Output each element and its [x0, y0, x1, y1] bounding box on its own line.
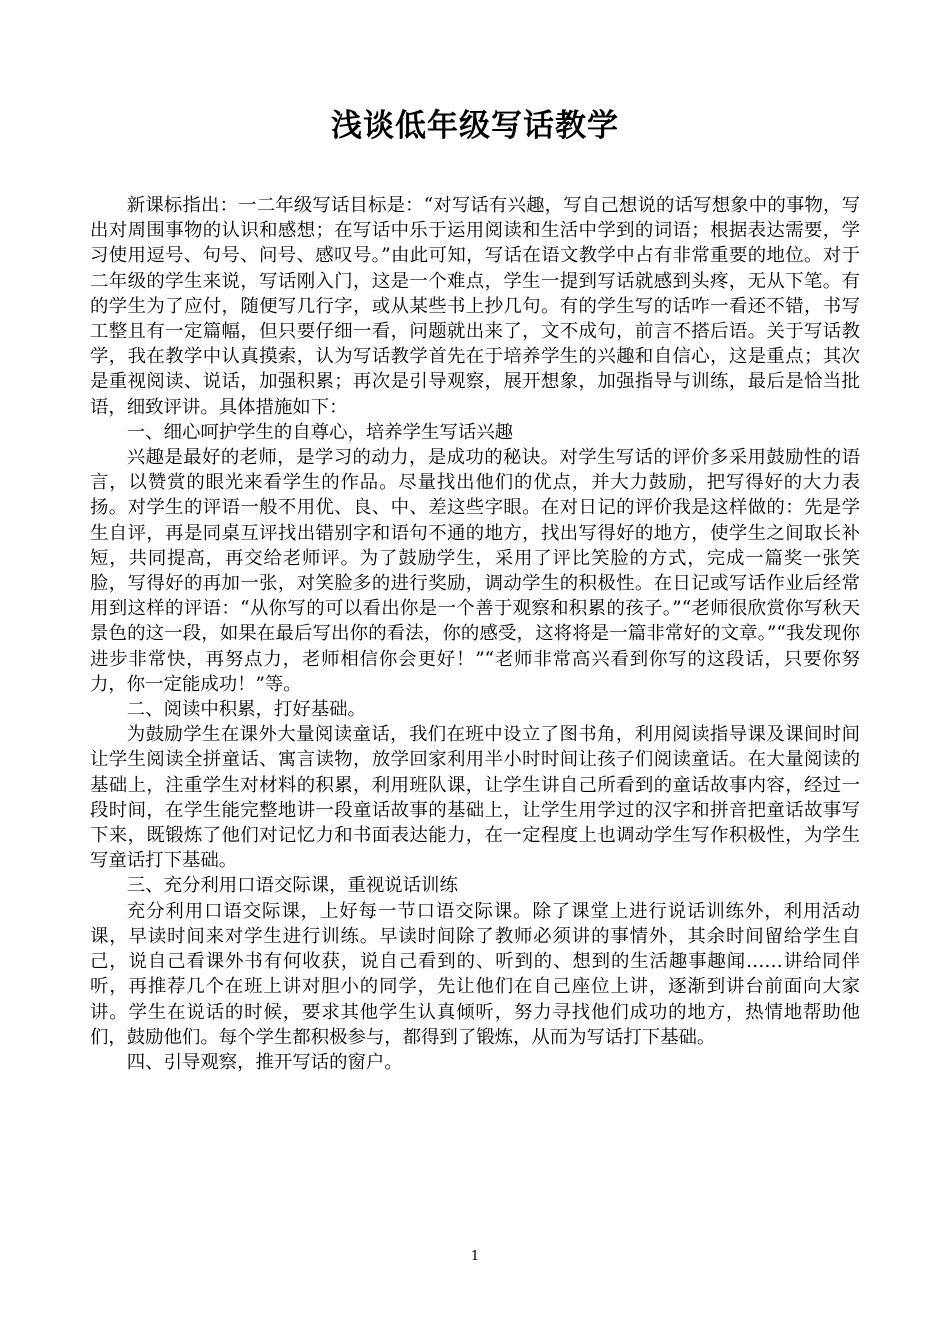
document-title: 浅谈低年级写话教学 [331, 108, 619, 144]
section-heading-4: 四、引导观察，推开写话的窗户。 [126, 1051, 403, 1073]
section-heading-2: 二、阅读中积累，打好基础。 [126, 699, 366, 721]
document-body [90, 193, 860, 1075]
paragraph-section-2: 为鼓励学生在课外大量阅读童话，我们在班中设立了图书角，利用阅读指导课及课间时间让学生阅读全拼童话、寓言读物，放学回家利用半小时时间让孩子们阅读童话。在大量阅读的基础上，注重学生对材料的积累，利用班队课，让学生讲自己所看到的童话故事内容，经过一段时间，在学生能完整地讲一段童话故事的基础上，让学生用学过的汉字和拼音把童话故事写下来，既锻炼了他们对记忆力和书面表达能力，在一定程度上也调动学生写作积极性，为学生写童话打下基础。 [90, 724, 860, 872]
section-heading-1: 一、细心呵护学生的自尊心，培养学生写话兴趣 [126, 421, 514, 443]
paragraph-section-3: 充分利用口语交际课，上好每一节口语交际课。除了课堂上进行说话训练外，利用活动课，早读时间来对学生进行训练。早读时间除了教师必须讲的事情外，其余时间留给学生自己，说自己看课外书有何收获，说自己看到的、听到的、想到的生活趣事趣闻……讲给同伴听，再推荐几个在班上讲对胆小的同学，先让他们在自己座位上讲，逐渐到讲台前面向大家讲。学生在说话的时候，要求其他学生认真倾听，努力寻找他们成功的地方，热情地帮助他们，鼓励他们。每个学生都积极参与，都得到了锻炼，从而为写话打下基础。 [90, 900, 860, 1048]
paragraph-intro: 新课标指出：一二年级写话目标是：“对写话有兴趣，写自己想说的话写想象中的事物，写出对周围事物的认识和感想；在写话中乐于运用阅读和生活中学到的词语；根据表达需要，学习使用逗号、句号、问号、感叹号。”由此可知，写话在语文教学中占有非常重要的地位。对于二年级的学生来说，写话刚入门，这是一个难点，学生一提到写话就感到头疼，无从下笔。有的学生为了应付，随便写几行字，或从某些书上抄几句。有的学生写的话咋一看还不错，书写工整且有一定篇幅，但只要仔细一看，问题就出来了，文不成句，前言不搭后语。关于写话教学，我在教学中认真摸索，认为写话教学首先在于培养学生的兴趣和自信心，这是重点；其次是重视阅读、说话，加强积累；再次是引导观察，展开想象，加强指导与训练，最后是恰当批语，细致评讲。具体措施如下： [90, 195, 860, 418]
section-heading-3: 三、充分利用口语交际课，重视说话训练 [126, 875, 458, 897]
paragraph-section-1: 兴趣是最好的老师，是学习的动力，是成功的秘诀。对学生写话的评价多采用鼓励性的语言，以赞赏的眼光来看学生的作品。尽量找出他们的优点，并大力鼓励，把写得好的大力表扬。对学生的评语一般不用优、良、中、差这些字眼。在对日记的评价我是这样做的：先是学生自评，再是同桌互评找出错别字和语句不通的地方，找出写得好的地方，使学生之间取长补短，共同提高，再交给老师评。为了鼓励学生，采用了评比笑脸的方式，完成一篇奖一张笑脸，写得好的再加一张，对笑脸多的进行奖励，调动学生的积极性。在日记或写话作业后经常用到这样的评语：“从你写的可以看出你是一个善于观察和积累的孩子。”“老师很欣赏你写秋天景色的这一段，如果在最后写出你的看法，你的感受，这将将是一篇非常好的文章。”“我发现你进步非常快，再努点力，老师相信你会更好！”“老师非常高兴看到你写的这段话，只要你努力，你一定能成功！”等。 [90, 447, 860, 695]
page-number: 1 [470, 1249, 480, 1264]
